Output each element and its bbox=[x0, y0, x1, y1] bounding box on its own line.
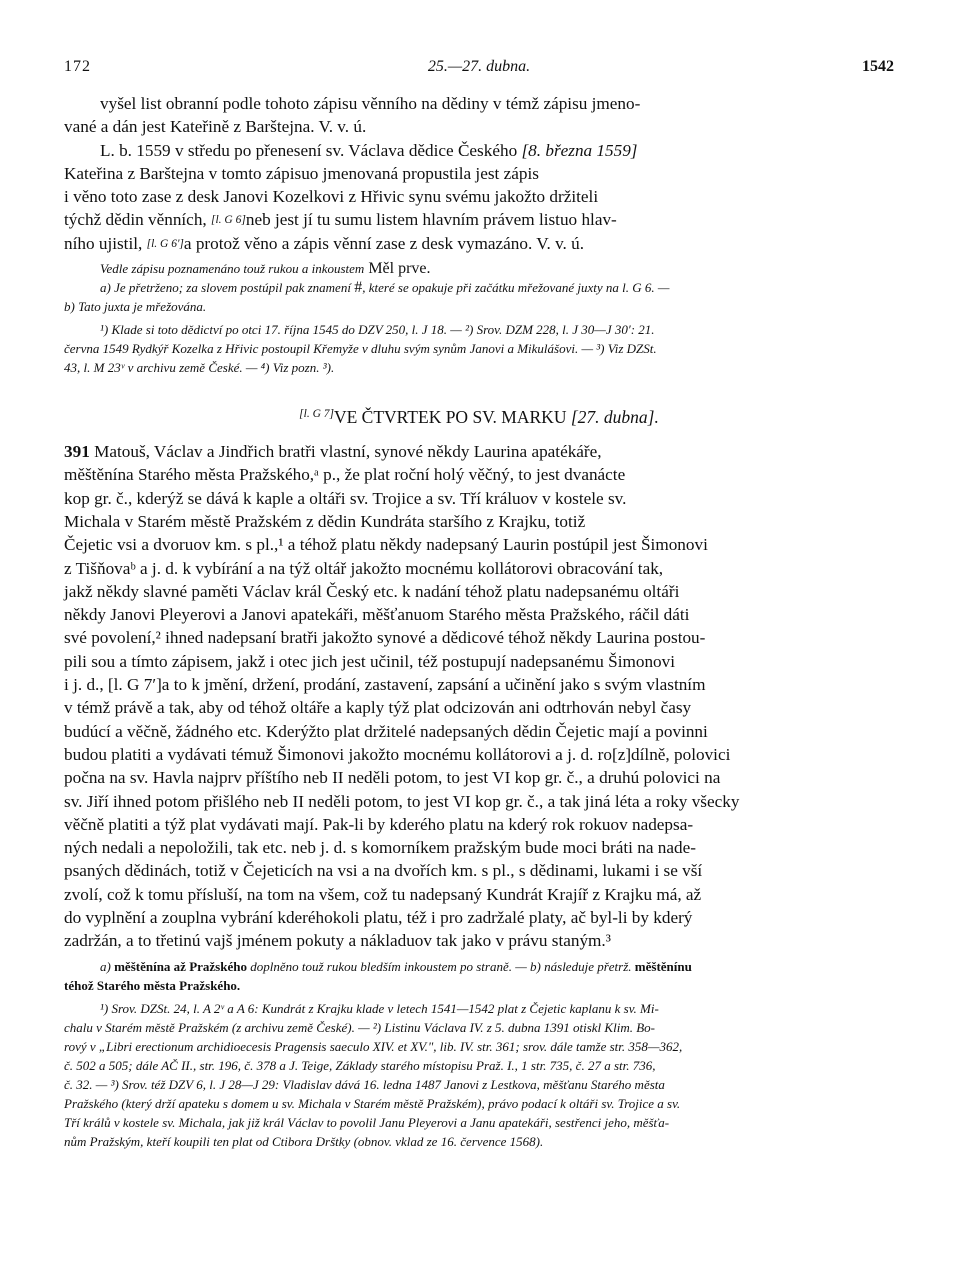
entry-continuation-line bbox=[64, 208, 894, 231]
footnote-line: června 1549 Rydkýř Kozelka z Hřivic postoupil Křemyže v dluhu svým synům Janovi a Mikulášovi. — ³) Viz DZSt. bbox=[64, 341, 657, 357]
entry-391-line: zvolí, což k tomu přísluší, na tom na všem, což tu nadepsaný Kundrát Krajíř z Krajku má, až bbox=[64, 884, 702, 904]
entry-391-line: pili sou a tímto zápisem, jakž i otec jich jest učinil, též postupují nadepsanému Šimonovi bbox=[64, 651, 675, 671]
header-date: 25.—27. dubna. bbox=[427, 58, 531, 75]
editorial-note bbox=[64, 957, 894, 976]
footnote-line: chalu v Starém městě Pražském (z archivu země České). — ²) Listinu Václava IV. z 5. dubna 1391 otiskl Klim. Bo- bbox=[64, 1019, 655, 1035]
entry-391-line: do vyplnění a zouplna vybrání kderéhokoli platu, též i pro zadržalé platy, ač byl-li by kderý bbox=[64, 908, 693, 928]
entry-text: L. b. 1559 v středu po přenesení sv. Václava dědice Českého bbox=[100, 140, 522, 160]
page-number: 172 bbox=[64, 58, 91, 75]
footnote-line: nům Pražským, kteří koupili ten plat od Ctibora Drštky (obnov. vklad ze 16. července 1568). bbox=[64, 1133, 544, 1149]
note-text: a) bbox=[100, 958, 115, 974]
entry-text: ního ujistil, bbox=[64, 233, 147, 253]
header-year: 1542 bbox=[862, 58, 894, 75]
section-heading bbox=[64, 407, 894, 428]
footnote-line: 43, l. M 23ᵛ v archivu země České. — ⁴) Viz pozn. ³). bbox=[64, 360, 335, 376]
entry-391-line: Michala v Starém městě Pražském z dědin Kundráta staršího z Krajku, totiž bbox=[64, 511, 586, 531]
note-text: a) Je přetrženo; za slovem postúpil pak znamení bbox=[100, 280, 355, 296]
entry-date: [8. března 1559] bbox=[521, 140, 638, 160]
entry-391-line: budúcí a věčně, žádného etc. Kderýžto plat držitelé nadepsaných dědin Čejetic mají a povinni bbox=[64, 721, 708, 741]
hash-sign: # bbox=[354, 279, 363, 297]
entry-391-line: věčně platiti a týž plat vydávati mají. Pak-li by kderého platu na kderý rok rokuov nadepsa- bbox=[64, 814, 694, 834]
section-title: VE ČTVRTEK PO SV. MARKU bbox=[333, 407, 571, 428]
folio-ref: [l. G 7] bbox=[299, 408, 334, 421]
entry-continuation-line bbox=[64, 232, 894, 255]
footnote-line: Pražského (který drží apateku s domem u sv. Michala v Starém městě Pražském), právo podací k oltáři sv. Trojice a sv. bbox=[64, 1095, 681, 1111]
entry-391-line: někdy Janovi Pleyerovi a Janovi apatekáři, měšťanuom Starého města Pražského, ráčil dáti bbox=[64, 605, 690, 625]
folio-ref: [l. G 6'] bbox=[146, 237, 184, 250]
entry-391-line: jakž někdy slavné paměti Václav král Český etc. k nadání téhož platu nadepsanému oltáři bbox=[64, 581, 680, 601]
footnote-line: Tří králů v kostele sv. Michala, jak již král Václav to povolil Janu Pleyerovi a Janu apatekáři, sestřenci jeho, měšťa- bbox=[64, 1114, 670, 1130]
entry-391-line: sv. Jiří ihned potom přišlého neb II neděli potom, to jest VI kop gr. č., a tak jiná léta a roky všecky bbox=[64, 791, 740, 811]
entry-text: týchž dědin věnních, bbox=[64, 210, 212, 230]
editorial-note: b) Tato juxta je mřežována. bbox=[64, 299, 207, 315]
entry-391-line: měštěnína Starého města Pražského,ᵃ p., že plat roční holý věčný, to jest dvanácte bbox=[64, 465, 626, 485]
note-text: měštěnínu bbox=[634, 958, 692, 974]
entry-continuation-line: Kateřina z Barštejna v tomto zápisuo jmenovaná propustila jest zápis bbox=[64, 163, 539, 183]
folio-ref: [l. G 6] bbox=[211, 214, 246, 227]
entry-391-line bbox=[64, 440, 894, 463]
entry-391-line: ných nedali a nepoložili, tak etc. neb j. d. s komorníkem pražským bude moci bráti na nade- bbox=[64, 838, 696, 858]
footnote-line: ¹) Klade si toto dědictví po otci 17. října 1545 do DZV 250, l. J 18. — ²) Srov. DZM 228, l. J 30—J 30′: 21. bbox=[100, 322, 655, 338]
footnote-line: č. 32. — ³) Srov. též DZV 6, l. J 28—J 29: Vladislav dává 16. ledna 1487 Janovi z Lestkova, měšťanu Starého města bbox=[64, 1076, 665, 1092]
entry-391-line: zadržán, a to třetinú vajš jménem pokuty a nákladuov tak jako v právu staným.³ bbox=[64, 931, 611, 951]
entry-391-line: počna na sv. Havla najprv příštího neb II neděli potom, to jest VI kop gr. č., a druhú polovici na bbox=[64, 768, 721, 788]
section-date: [27. dubna]. bbox=[570, 407, 659, 428]
document-page bbox=[64, 58, 894, 1151]
running-header bbox=[64, 58, 894, 92]
entry-391-line: kop gr. č., kderýž se dává k kaple a oltáři sv. Trojice a sv. Tří králuov v kostele sv. bbox=[64, 488, 627, 508]
note-text: doplněno touž rukou bledším inkoustem po straně. — b) následuje přetrž. bbox=[246, 958, 635, 974]
entry-continuation-line: i věno toto zase z desk Janovi Kozelkovi z Hřivic synu svému jakožto držiteli bbox=[64, 187, 599, 207]
footnote-line: rový v „Libri erectionum archidioecesis Pragensis saeculo XIV. et XV.", lib. IV. str. 361; srov. dále tamže str. 358—362, bbox=[64, 1038, 683, 1054]
entry-391-line: Čejetic vsi a dvoruov km. s pl.,¹ a téhož platu někdy nadepsaný Laurin postúpil jest Šimonovi bbox=[64, 535, 708, 555]
footnote-line: č. 502 a 505; dále AČ II., str. 196, č. 378 a J. Teige, Základy starého místopisu Praž. I., 1 str. 735, č. 27 a str. 736, bbox=[64, 1057, 656, 1073]
entry-391-line: v témž právě a tak, aby od téhož oltáře a kaply týž plat odcizován ani odtrhován nebyl časy bbox=[64, 698, 692, 718]
entry-391-line: psaných dědinách, totiž v Čejeticích na vsi a na dvořích km. s pl., s dědinami, lukami i se vší bbox=[64, 861, 703, 881]
entry-text: neb jest jí tu sumu listem hlavním právem listuo hlav- bbox=[245, 210, 617, 230]
footnote-line: ¹) Srov. DZSt. 24, l. A 2ᵛ a A 6: Kundrát z Krajku klade v letech 1541—1542 plat z Čejetic kaplanu k sv. Mi- bbox=[100, 1000, 659, 1016]
editorial-note bbox=[64, 259, 894, 278]
note-text: Vedle zápisu poznamenáno touž rukou a inkoustem bbox=[100, 261, 365, 277]
entry-text: a protož věno a zápis věnní zase z desk vymazáno. V. v. ú. bbox=[183, 233, 585, 253]
entry-391-line: své povolení,² ihned nadepsaní bratři jakožto synové a dědicové téhož někdy Laurina postou- bbox=[64, 628, 706, 648]
note-text: Měl prve. bbox=[364, 260, 431, 278]
entry-continuation-line: vyšel list obranní podle tohoto zápisu věnního na dědiny v témž zápisu jmeno- bbox=[100, 94, 641, 113]
entry-391-line: z Tišňovaᵇ a j. d. k vybírání a na týž oltář jakožto mocnému kollátorovi obracování tak, bbox=[64, 558, 664, 578]
editorial-note: téhož Starého města Pražského. bbox=[64, 977, 241, 993]
entry-continuation-line bbox=[64, 139, 894, 162]
note-text: měštěnína až Pražského bbox=[114, 958, 247, 974]
entry-391-line: budou platiti a vydávati témuž Šimonovi jakožto mocnému kollátorovi a j. d. ro[z]dílně, polovici bbox=[64, 744, 731, 764]
editorial-note bbox=[64, 278, 894, 297]
entry-text: Matouš, Václav a Jindřich bratři vlastní, synové někdy Laurina apatékáře, bbox=[89, 442, 602, 462]
note-text: , které se opakuje při začátku mřežované juxty na l. G 6. — bbox=[362, 280, 670, 296]
entry-number: 391 bbox=[64, 442, 90, 462]
entry-continuation-line: vané a dán jest Kateřině z Barštejna. V. v. ú. bbox=[64, 117, 367, 137]
entry-391-line: i j. d., [l. G 7′]a to k jmění, držení, prodání, zastavení, zapsání a učinění jako s svým vlastním bbox=[64, 675, 706, 695]
